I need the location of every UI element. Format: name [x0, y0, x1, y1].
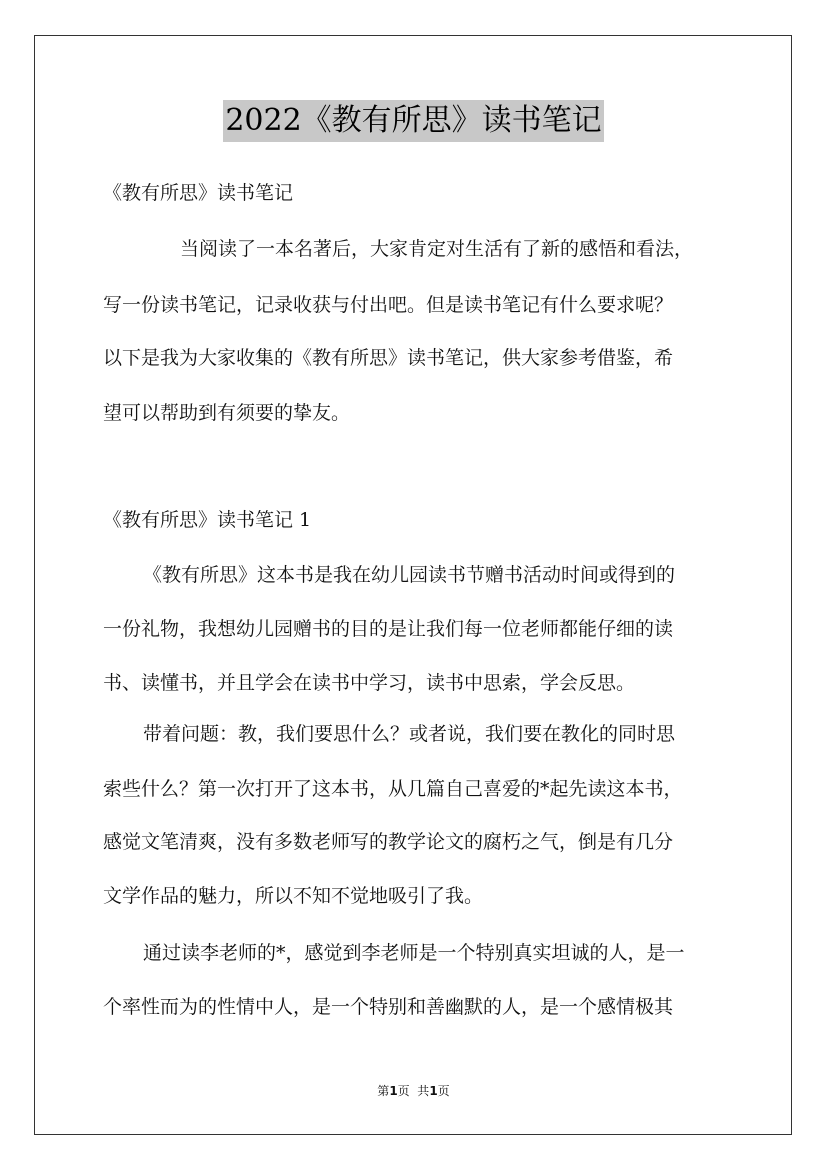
footer-page-total: 1: [429, 1084, 438, 1098]
body-line: 感觉文笔清爽，没有多数老师写的教学论文的腐朽之气，倒是有几分: [103, 831, 674, 853]
section-heading: 《教有所思》读书笔记 1: [103, 509, 312, 531]
intro-line: 当阅读了一本名著后，大家肯定对生活有了新的感悟和看法，: [180, 238, 694, 260]
document-subtitle: 《教有所思》读书笔记: [103, 182, 294, 204]
intro-line: 写一份读书笔记，记录收获与付出吧。但是读书笔记有什么要求呢？: [103, 294, 674, 316]
intro-line: 望可以帮助到有须要的挚友。: [103, 402, 351, 424]
footer-page-mid: 页 共: [397, 1084, 430, 1098]
body-line: 文学作品的魅力，所以不知不觉地吸引了我。: [103, 885, 484, 907]
document-title: 2022《教有所思》读书笔记: [223, 100, 603, 142]
body-line: 书、读懂书，并且学会在读书中学习，读书中思索，学会反思。: [103, 672, 636, 694]
body-line: 一份礼物，我想幼儿园赠书的目的是让我们每一位老师都能仔细的读: [103, 618, 674, 640]
body-line: 《教有所思》这本书是我在幼儿园读书节赠书活动时间或得到的: [143, 564, 676, 586]
body-line: 个率性而为的性情中人，是一个特别和善幽默的人，是一个感情极其: [103, 996, 674, 1018]
footer-page-prefix: 第: [377, 1084, 390, 1098]
body-line: 带着问题：教，我们要思什么？或者说，我们要在教化的同时思: [143, 723, 676, 745]
title-wrap: [0, 100, 827, 142]
intro-line: 以下是我为大家收集的《教有所思》读书笔记，供大家参考借鉴，希: [103, 347, 674, 369]
body-line: 通过读李老师的*，感觉到李老师是一个特别真实坦诚的人，是一: [143, 942, 685, 964]
footer-page-suffix: 页: [437, 1084, 450, 1098]
body-line: 索些什么？第一次打开了这本书，从几篇自己喜爱的*起先读这本书，: [103, 778, 683, 800]
footer-page-number: 1: [389, 1084, 398, 1098]
page-footer: [0, 1083, 827, 1099]
